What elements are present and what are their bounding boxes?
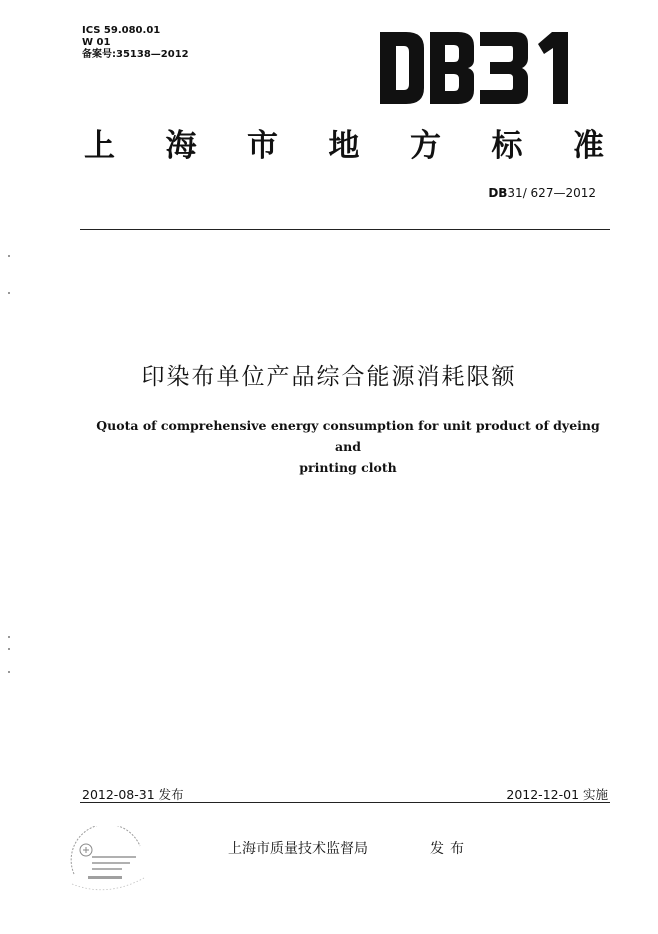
implement-date: 2012-12-01 实施 — [506, 787, 608, 802]
scan-speck — [8, 671, 10, 673]
record-number: 备案号:35138—2012 — [82, 49, 189, 60]
issuing-authority: 上海市质量技术监督局 — [228, 841, 368, 857]
logo-letter-b — [430, 32, 474, 104]
issued-label: 发布 — [430, 841, 470, 857]
english-title-line-1: Quota of comprehensive energy consumption for unit product of dyeing and — [96, 418, 600, 454]
document-number-rest: 31/ 627—2012 — [507, 186, 596, 200]
footer-divider — [80, 802, 610, 803]
official-stamp — [62, 826, 152, 896]
chinese-title: 印染布单位产品综合能源消耗限额 — [141, 364, 517, 390]
title-char: 市 — [247, 128, 278, 164]
standard-category-title — [84, 120, 604, 165]
english-title-line-2: printing cloth — [299, 460, 397, 475]
scan-speck — [8, 648, 10, 650]
logo-digit-1 — [538, 32, 568, 104]
title-char: 方 — [410, 128, 441, 164]
title-char: 海 — [165, 128, 197, 164]
title-char: 准 — [573, 128, 604, 164]
classification-block — [82, 25, 189, 61]
scan-speck — [8, 255, 10, 257]
document-number — [488, 186, 596, 200]
logo-digit-3 — [480, 32, 528, 104]
classification-code: W 01 — [82, 37, 111, 48]
english-title — [90, 415, 606, 478]
ics-code: ICS 59.080.01 — [82, 25, 161, 36]
scan-speck — [8, 636, 10, 638]
title-char: 标 — [491, 128, 523, 164]
title-char: 上 — [84, 128, 115, 164]
header-divider — [80, 229, 610, 230]
document-number-prefix: DB — [488, 186, 508, 200]
title-char: 地 — [328, 128, 360, 164]
logo-letter-d — [380, 32, 424, 104]
db31-logo — [378, 28, 576, 108]
publish-date: 2012-08-31 发布 — [82, 787, 184, 802]
scan-speck — [8, 292, 10, 294]
